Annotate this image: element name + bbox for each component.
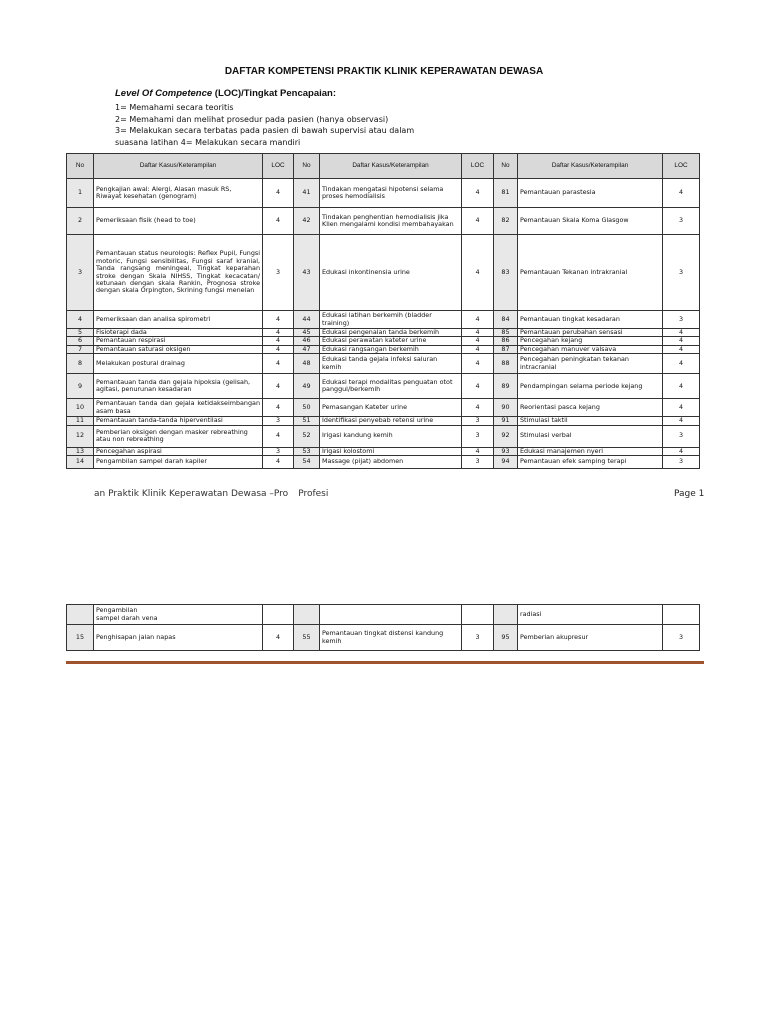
loc-cell: 4 bbox=[263, 456, 294, 469]
number-cell: 13 bbox=[67, 447, 94, 455]
skill-cell: Stimulasi verbal bbox=[518, 425, 663, 447]
number-cell: 3 bbox=[67, 235, 94, 311]
table-row bbox=[67, 605, 700, 625]
header-no-3: No bbox=[494, 154, 518, 179]
number-cell: 14 bbox=[67, 456, 94, 469]
loc-cell: 4 bbox=[263, 208, 294, 235]
table-row bbox=[67, 399, 700, 417]
skill-cell: Edukasi latihan berkemih (bladder training) bbox=[320, 311, 462, 329]
skill-cell: Pengambilan sampel darah kapiler bbox=[94, 456, 263, 469]
skill-cell: Pemeriksaan fisik (head to toe) bbox=[94, 208, 263, 235]
skill-cell: Pemantauan Tekanan intrakranial bbox=[518, 235, 663, 311]
loc-cell: 4 bbox=[663, 417, 700, 425]
skill-cell: Pemberian akupresur bbox=[518, 625, 663, 651]
loc-heading-italic: Level Of Competence bbox=[115, 88, 213, 99]
number-cell: 4 bbox=[67, 311, 94, 329]
loc-cell: 3 bbox=[462, 456, 494, 469]
loc-cell: 4 bbox=[263, 354, 294, 374]
number-cell: 45 bbox=[294, 329, 320, 337]
number-cell: 89 bbox=[494, 374, 518, 399]
number-cell: 9 bbox=[67, 374, 94, 399]
skill-cell: Pencegahan aspirasi bbox=[94, 447, 263, 455]
skill-cell: Irigasi kandung kemih bbox=[320, 425, 462, 447]
loc-cell: 4 bbox=[462, 337, 494, 345]
loc-cell bbox=[263, 605, 294, 625]
number-cell: 48 bbox=[294, 354, 320, 374]
loc-cell: 4 bbox=[462, 329, 494, 337]
number-cell: 10 bbox=[67, 399, 94, 417]
number-cell bbox=[294, 605, 320, 625]
skill-cell: Pemantauan perubahan sensasi bbox=[518, 329, 663, 337]
loc-cell: 4 bbox=[462, 179, 494, 208]
number-cell bbox=[494, 605, 518, 625]
number-cell: 82 bbox=[494, 208, 518, 235]
loc-cell: 4 bbox=[663, 354, 700, 374]
number-cell: 85 bbox=[494, 329, 518, 337]
loc-cell: 3 bbox=[263, 235, 294, 311]
loc-cell: 3 bbox=[663, 208, 700, 235]
header-no-1: No bbox=[67, 154, 94, 179]
skill-cell: Pemberian oksigen dengan masker rebreathing atau non rebreathing bbox=[94, 425, 263, 447]
loc-cell: 3 bbox=[663, 625, 700, 651]
skill-cell: Pemantauan efek samping terapi bbox=[518, 456, 663, 469]
number-cell: 95 bbox=[494, 625, 518, 651]
number-cell: 91 bbox=[494, 417, 518, 425]
loc-cell: 4 bbox=[462, 208, 494, 235]
loc-cell: 4 bbox=[263, 399, 294, 417]
divider-rule bbox=[66, 661, 704, 664]
footer-title: an Praktik Klinik Keperawatan Dewasa –Pro bbox=[94, 489, 289, 499]
skill-cell: Edukasi pengenalan tanda berkemih bbox=[320, 329, 462, 337]
table-row bbox=[67, 354, 700, 374]
number-cell: 49 bbox=[294, 374, 320, 399]
skill-cell: Tindakan penghentian hemodialisis jika Klien mengalami kondisi membahayakan bbox=[320, 208, 462, 235]
loc-cell: 3 bbox=[663, 456, 700, 469]
loc-cell: 3 bbox=[663, 311, 700, 329]
loc-cell: 3 bbox=[663, 425, 700, 447]
loc-cell: 4 bbox=[263, 345, 294, 353]
number-cell: 51 bbox=[294, 417, 320, 425]
loc-cell: 4 bbox=[263, 179, 294, 208]
skill-cell: Melakukan postural drainag bbox=[94, 354, 263, 374]
skill-cell: Pemantauan tingkat distensi kandung kemih bbox=[320, 625, 462, 651]
loc-cell: 4 bbox=[663, 399, 700, 417]
loc-line-3: 3= Melakukan secara terbatas pada pasien di bawah supervisi atau dalam bbox=[115, 126, 415, 135]
number-cell: 55 bbox=[294, 625, 320, 651]
loc-cell: 4 bbox=[263, 311, 294, 329]
loc-cell: 4 bbox=[663, 337, 700, 345]
footer-profesi: Profesi bbox=[298, 489, 329, 499]
table-row bbox=[67, 447, 700, 455]
number-cell: 44 bbox=[294, 311, 320, 329]
skill-cell: Pemantauan parastesia bbox=[518, 179, 663, 208]
skill-cell: Edukasi perawatan kateter urine bbox=[320, 337, 462, 345]
table-header-row bbox=[67, 154, 700, 179]
number-cell: 93 bbox=[494, 447, 518, 455]
loc-cell: 3 bbox=[462, 625, 494, 651]
loc-legend bbox=[115, 88, 535, 148]
skill-cell: Pemantauan status neurologis: Reflex Pupil, Fungsi motoric, Fungsi sensibilitas, Fungsi saraf kranial, Tanda rangsang meningeal, Tingkat keparahan stroke dengan Skala NIHSS, Tingkat kecacatan/ ketunaan dengan skala Rankin, Prognosa stroke dengan skala Orpington, Skrining fungsi menelan bbox=[94, 235, 263, 311]
skill-cell: Stimulasi taktil bbox=[518, 417, 663, 425]
header-loc-2: LOC bbox=[462, 154, 494, 179]
table-row bbox=[67, 311, 700, 329]
header-no-2: No bbox=[294, 154, 320, 179]
number-cell: 41 bbox=[294, 179, 320, 208]
loc-cell: 4 bbox=[663, 345, 700, 353]
skill-cell: radiasi bbox=[518, 605, 663, 625]
number-cell: 5 bbox=[67, 329, 94, 337]
loc-line-2: 2= Memahami dan melihat prosedur pada pasien (hanya observasi) bbox=[115, 114, 389, 124]
header-loc-1: LOC bbox=[263, 154, 294, 179]
number-cell: 8 bbox=[67, 354, 94, 374]
number-cell: 83 bbox=[494, 235, 518, 311]
skill-cell: Pencegahan manuver valsava bbox=[518, 345, 663, 353]
loc-heading bbox=[115, 88, 535, 99]
loc-cell: 4 bbox=[462, 399, 494, 417]
skill-cell: Massage (pijat) abdomen bbox=[320, 456, 462, 469]
skill-cell: Edukasi tanda gejala infeksi saluran kemih bbox=[320, 354, 462, 374]
loc-cell: 3 bbox=[263, 417, 294, 425]
loc-cell: 4 bbox=[462, 311, 494, 329]
number-cell: 7 bbox=[67, 345, 94, 353]
number-cell: 92 bbox=[494, 425, 518, 447]
loc-cell bbox=[462, 605, 494, 625]
skill-cell: Pendampingan selama periode kejang bbox=[518, 374, 663, 399]
page-number: Page 1 bbox=[674, 489, 705, 499]
skill-cell: Edukasi terapi modalitas penguatan otot panggul/berkemih bbox=[320, 374, 462, 399]
header-skill-2: Daftar Kasus/Keterampilan bbox=[320, 154, 462, 179]
number-cell: 81 bbox=[494, 179, 518, 208]
competency-table-continued bbox=[66, 604, 700, 651]
table-row bbox=[67, 235, 700, 311]
loc-cell: 4 bbox=[263, 625, 294, 651]
loc-cell: 4 bbox=[263, 337, 294, 345]
number-cell bbox=[67, 605, 94, 625]
skill-cell: Pemeriksaan dan analisa spirometri bbox=[94, 311, 263, 329]
loc-cell: 4 bbox=[263, 374, 294, 399]
loc-cell: 4 bbox=[462, 235, 494, 311]
number-cell: 54 bbox=[294, 456, 320, 469]
loc-line-1: 1= Memahami secara teoritis bbox=[115, 103, 234, 112]
skill-cell: Edukasi rangsangan berkemih bbox=[320, 345, 462, 353]
skill-cell: Pemasangan Kateter urine bbox=[320, 399, 462, 417]
skill-cell: Pencegahan kejang bbox=[518, 337, 663, 345]
number-cell: 88 bbox=[494, 354, 518, 374]
loc-cell: 3 bbox=[663, 235, 700, 311]
loc-cell: 3 bbox=[462, 425, 494, 447]
skill-cell: Identifikasi penyebab retensi urine bbox=[320, 417, 462, 425]
skill-cell: Tindakan mengatasi hipotensi selama proses hemodialisis bbox=[320, 179, 462, 208]
table-row bbox=[67, 425, 700, 447]
skill-cell: Reorientasi pasca kejang bbox=[518, 399, 663, 417]
loc-cell: 3 bbox=[462, 417, 494, 425]
page-footer bbox=[94, 489, 328, 499]
number-cell: 1 bbox=[67, 179, 94, 208]
skill-cell: Pengkajian awal: Alergi, Alasan masuk RS, Riwayat kesehatan (genogram) bbox=[94, 179, 263, 208]
skill-cell: Pemantauan Skala Koma Glasgow bbox=[518, 208, 663, 235]
number-cell: 46 bbox=[294, 337, 320, 345]
loc-cell: 4 bbox=[462, 374, 494, 399]
skill-cell: Pemantauan tanda-tanda hiperventilasi bbox=[94, 417, 263, 425]
skill-cell: Pemantauan tanda dan gejala ketidakseimbangan asam basa bbox=[94, 399, 263, 417]
number-cell: 42 bbox=[294, 208, 320, 235]
loc-cell bbox=[663, 605, 700, 625]
loc-cell: 4 bbox=[462, 345, 494, 353]
loc-cell: 4 bbox=[663, 329, 700, 337]
document-title: DAFTAR KOMPETENSI PRAKTIK KLINIK KEPERAWATAN DEWASA bbox=[224, 66, 544, 77]
skill-cell: Edukasi manajemen nyeri bbox=[518, 447, 663, 455]
number-cell: 84 bbox=[494, 311, 518, 329]
number-cell: 43 bbox=[294, 235, 320, 311]
table-row bbox=[67, 345, 700, 353]
table-row bbox=[67, 625, 700, 651]
table-row bbox=[67, 374, 700, 399]
number-cell: 6 bbox=[67, 337, 94, 345]
loc-heading-rest: (LOC)/Tingkat Pencapaian: bbox=[214, 88, 337, 99]
skill-cell bbox=[320, 605, 462, 625]
skill-cell: Edukasi inkontinensia urine bbox=[320, 235, 462, 311]
table-row bbox=[67, 329, 700, 337]
number-cell: 2 bbox=[67, 208, 94, 235]
skill-cell: Pencegahan peningkatan tekanan intracranial bbox=[518, 354, 663, 374]
skill-cell: Pemantauan respirasi bbox=[94, 337, 263, 345]
table-row bbox=[67, 208, 700, 235]
number-cell: 12 bbox=[67, 425, 94, 447]
table-row bbox=[67, 337, 700, 345]
header-skill-1: Daftar Kasus/Keterampilan bbox=[94, 154, 263, 179]
skill-cell: Irigasi kolostomi bbox=[320, 447, 462, 455]
competency-table bbox=[66, 153, 700, 469]
loc-cell: 4 bbox=[663, 447, 700, 455]
header-skill-3: Daftar Kasus/Keterampilan bbox=[518, 154, 663, 179]
number-cell: 47 bbox=[294, 345, 320, 353]
number-cell: 52 bbox=[294, 425, 320, 447]
table-row bbox=[67, 179, 700, 208]
number-cell: 11 bbox=[67, 417, 94, 425]
loc-cell: 4 bbox=[263, 425, 294, 447]
table-row bbox=[67, 417, 700, 425]
number-cell: 94 bbox=[494, 456, 518, 469]
number-cell: 15 bbox=[67, 625, 94, 651]
loc-cell: 4 bbox=[663, 179, 700, 208]
skill-cell: Pengambilan sampel darah vena bbox=[94, 605, 263, 625]
number-cell: 90 bbox=[494, 399, 518, 417]
table-row bbox=[67, 456, 700, 469]
loc-cell: 4 bbox=[263, 329, 294, 337]
number-cell: 86 bbox=[494, 337, 518, 345]
loc-cell: 4 bbox=[663, 374, 700, 399]
number-cell: 53 bbox=[294, 447, 320, 455]
skill-cell: Pemantauan tanda dan gejala hipoksia (gelisah, agitasi, penurunan kesadaran bbox=[94, 374, 263, 399]
header-loc-3: LOC bbox=[663, 154, 700, 179]
loc-cell: 3 bbox=[263, 447, 294, 455]
skill-cell: Fisioterapi dada bbox=[94, 329, 263, 337]
loc-cell: 4 bbox=[462, 354, 494, 374]
skill-cell: Pemantauan tingkat kesadaran bbox=[518, 311, 663, 329]
number-cell: 50 bbox=[294, 399, 320, 417]
skill-cell: Penghisapan jalan napas bbox=[94, 625, 263, 651]
skill-cell: Pemantauan saturasi oksigen bbox=[94, 345, 263, 353]
loc-cell: 4 bbox=[462, 447, 494, 455]
number-cell: 87 bbox=[494, 345, 518, 353]
loc-line-4: suasana latihan 4= Melakukan secara mandiri bbox=[115, 137, 301, 147]
